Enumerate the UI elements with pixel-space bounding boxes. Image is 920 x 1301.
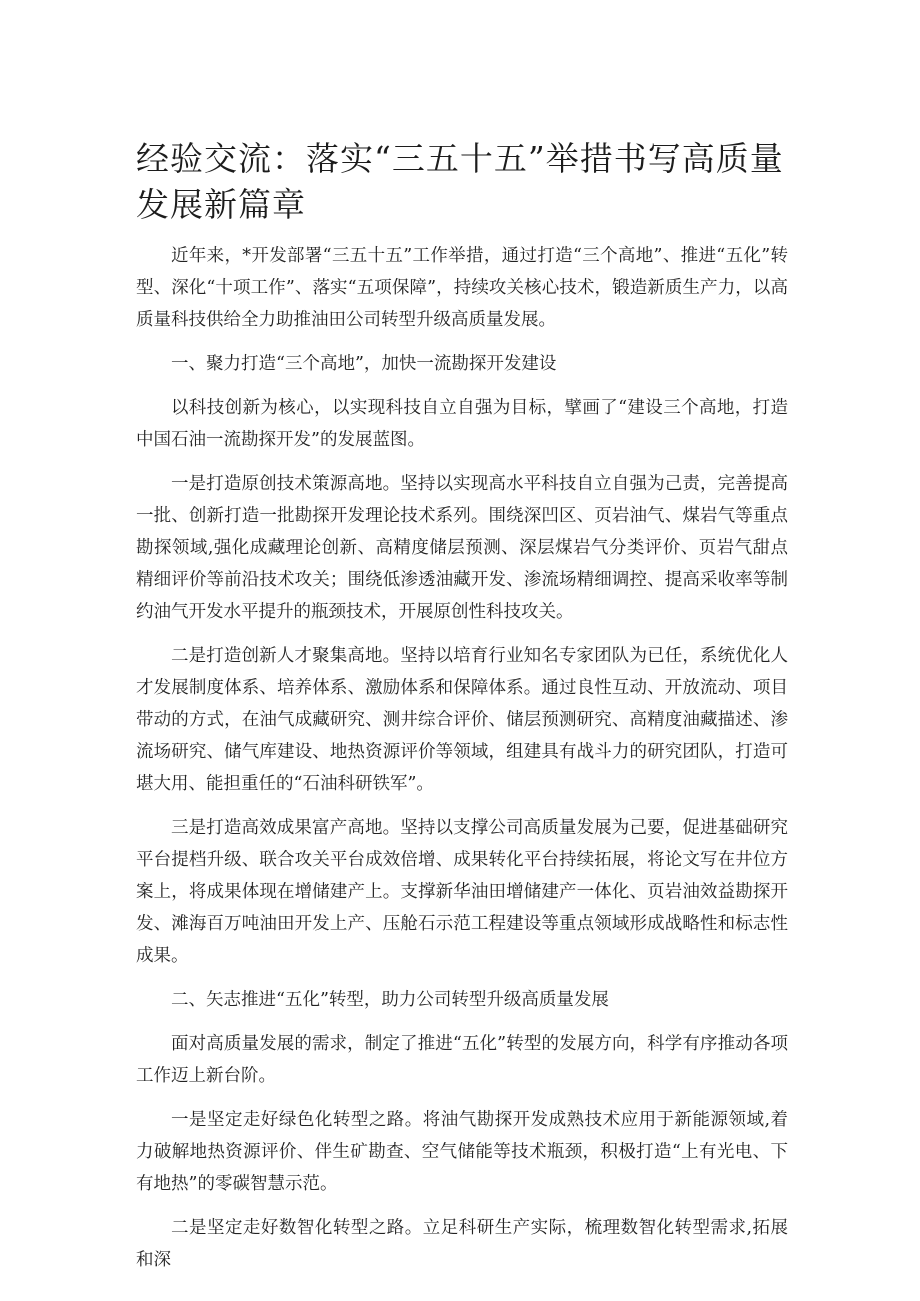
paragraph: 二是打造创新人才聚集高地。坚持以培育行业知名专家团队为已任，系统优化人才发展制度体系、培养体系、激励体系和保障体系。通过良性互动、开放流动、项目带动的方式，在油气成藏研究、测井综合评价、储层预测研究、高精度油藏描述、渗流场研究、储气库建设、地热资源评价等领域，组建具有战斗力的研究团队，打造可堪大用、能担重任的“石油科研铁军”。 bbox=[136, 646, 788, 794]
paragraph: 以科技创新为核心，以实现科技自立自强为目标，擘画了“建设三个高地，打造中国石油一流勘探开发”的发展蓝图。 bbox=[136, 398, 788, 450]
paragraph: 一是打造原创技术策源高地。坚持以实现高水平科技自立自强为己责，完善提高一批、创新打造一批勘探开发理论技术系列。围绕深凹区、页岩油气、煤岩气等重点勘探领域,强化成藏理论创新、高精度储层预测、深层煤岩气分类评价、页岩气甜点精细评价等前沿技术攻关；围绕低渗透油藏开发、渗流场精细调控、提高采收率等制约油气开发水平提升的瓶颈技术，开展原创性科技攻关。 bbox=[136, 474, 788, 622]
paragraph: 三是打造高效成果富产高地。坚持以支撑公司高质量发展为己要，促进基础研究平台提档升级、联合攻关平台成效倍增、成果转化平台持续拓展，将论文写在井位方案上，将成果体现在增储建产上。支撑新华油田增储建产一体化、页岩油效益勘探开发、滩海百万吨油田开发上产、压舱石示范工程建设等重点领域形成战略性和标志性成果。 bbox=[136, 818, 788, 966]
section-heading-2: 二、矢志推进“五化”转型，助力公司转型升级高质量发展 bbox=[171, 990, 609, 1010]
paragraph: 面对高质量发展的需求，制定了推进“五化”转型的发展方向，科学有序推动各项工作迈上新台阶。 bbox=[136, 1034, 788, 1086]
paragraph: 一是坚定走好绿色化转型之路。将油气勘探开发成熟技术应用于新能源领域,着力破解地热资源评价、伴生矿勘查、空气储能等技术瓶颈，积极打造“上有光电、下有地热”的零碳智慧示范。 bbox=[136, 1110, 788, 1194]
paragraph: 二是坚定走好数智化转型之路。立足科研生产实际，梳理数智化转型需求,拓展和深 bbox=[136, 1218, 788, 1270]
paragraph-intro: 近年来，*开发部署“三五十五”工作举措，通过打造“三个高地”、推进“五化”转型、深化“十项工作”、落实“五项保障”，持续攻关核心技术，锻造新质生产力，以高质量科技供给全力助推油田公司转型升级高质量发展。 bbox=[136, 246, 788, 330]
document-title: 经验交流：落实“三五十五”举措书写高质量发展新篇章 bbox=[136, 139, 784, 224]
section-heading-1: 一、聚力打造“三个高地”，加快一流勘探开发建设 bbox=[171, 354, 557, 374]
document-body bbox=[136, 240, 788, 1288]
